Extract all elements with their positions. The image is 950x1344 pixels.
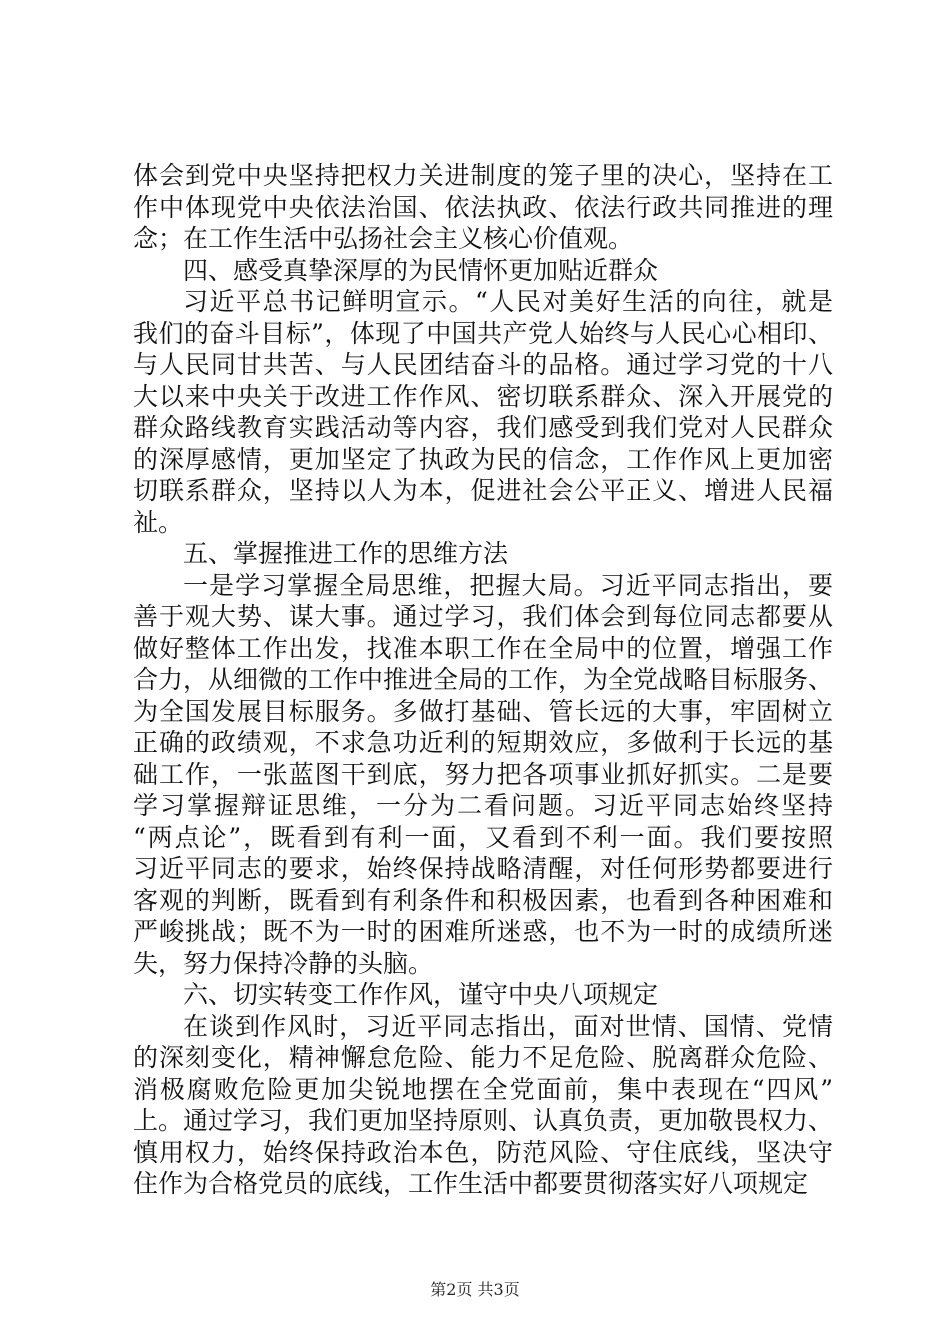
text-line: 习近平同志的要求，始终保持战略清醒，对任何形势都要进行 [133, 854, 834, 883]
text-line: 为全国发展目标服务。多做打基础、管长远的大事，牢固树立 [133, 696, 834, 726]
text-line: 与人民同甘共苦、与人民团结奋斗的品格。通过学习党的十八 [133, 350, 834, 379]
text-line: 一是学习掌握全局思维，把握大局。习近平同志指出，要 [183, 570, 835, 600]
text-line: 五、掌握推进工作的思维方法 [183, 539, 509, 568]
text-line: 失，努力保持冷静的头脑。 [133, 948, 434, 978]
text-line: 善于观大势、谋大事。通过学习，我们体会到每位同志都要从 [133, 602, 834, 631]
text-line: 做好整体工作出发，找准本职工作在全局中的位置，增强工作 [133, 633, 834, 663]
text-line: 合力，从细微的工作中推进全局的工作，为全党战略目标服务、 [133, 665, 833, 694]
text-line: “两点论”，既看到有利一面，又看到不利一面。我们要按照 [133, 822, 835, 852]
document-body [133, 160, 833, 1200]
text-line: 祉。 [133, 507, 184, 537]
text-line: 础工作，一张蓝图干到底，努力把各项事业抓好抓实。二是要 [133, 759, 834, 789]
text-line: 念；在工作生活中弘扬社会主义核心价值观。 [133, 224, 634, 253]
text-line: 切联系群众，坚持以人为本，促进社会公平正义、增进人民福 [133, 476, 834, 505]
text-line: 群众路线教育实践活动等内容，我们感受到我们党对人民群众 [133, 413, 834, 442]
text-line: 学习掌握辩证思维，一分为二看问题。习近平同志始终坚持 [133, 791, 835, 820]
text-line: 大以来中央关于改进工作作风、密切联系群众、深入开展党的 [133, 381, 834, 411]
text-line: 消极腐败危险更加尖锐地摆在全党面前，集中表现在“四风” [133, 1074, 835, 1104]
text-line: 六、切实转变工作作风，谨守中央八项规定 [183, 980, 659, 1009]
text-line: 习近平总书记鲜明宣示。“人民对美好生活的向往，就是 [183, 287, 835, 316]
text-line: 的深刻变化，精神懈怠危险、能力不足危险、脱离群众危险、 [133, 1043, 834, 1072]
text-line: 慎用权力，始终保持政治本色，防范风险、守住底线，坚决守 [133, 1137, 834, 1167]
text-line: 在谈到作风时，习近平同志指出，面对世情、国情、党情 [183, 1011, 835, 1041]
text-line: 我们的奋斗目标”，体现了中国共产党人始终与人民心心相印、 [133, 318, 834, 348]
page-footer: 第2页 共3页 [430, 1280, 520, 1299]
text-line: 的深厚感情，更加坚定了执政为民的信念，工作作风上更加密 [133, 444, 834, 474]
text-line: 体会到党中央坚持把权力关进制度的笼子里的决心，坚持在工 [133, 161, 834, 190]
text-line: 作中体现党中央依法治国、依法执政、依法行政共同推进的理 [133, 192, 834, 222]
text-line: 四、感受真挚深厚的为民情怀更加贴近群众 [183, 255, 659, 285]
text-line: 客观的判断，既看到有利条件和积极因素，也看到各种困难和 [133, 885, 834, 915]
text-line: 住作为合格党员的底线，工作生活中都要贯彻落实好八项规定 [133, 1169, 809, 1198]
text-line: 严峻挑战；既不为一时的困难所迷惑，也不为一时的成绩所迷 [133, 917, 834, 946]
text-line: 正确的政绩观，不求急功近利的短期效应，多做利于长远的基 [133, 728, 834, 757]
text-line: 上。通过学习，我们更加坚持原则、认真负责，更加敬畏权力、 [133, 1106, 833, 1135]
